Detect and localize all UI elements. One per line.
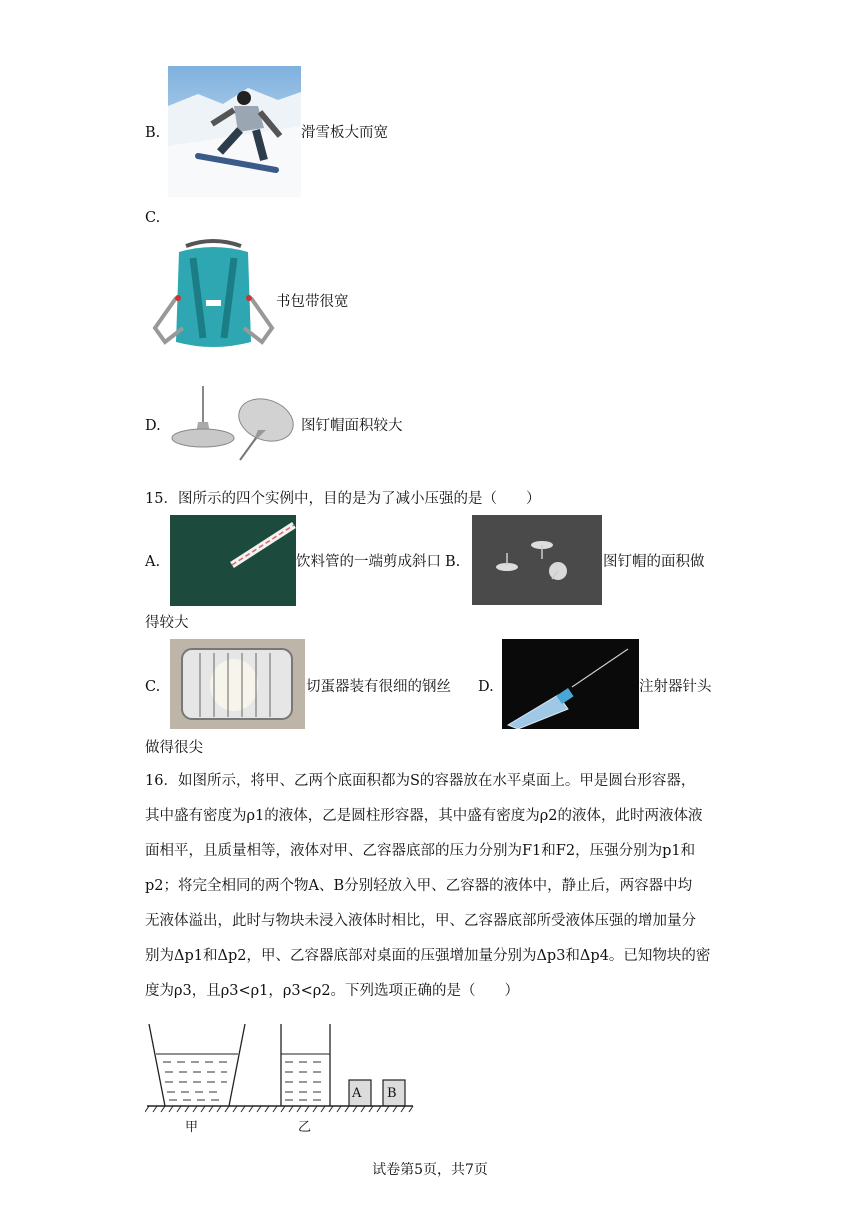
question-text: 图所示的四个实例中，目的是为了减小压强的是（ ） <box>177 491 541 507</box>
question-line: 无液体溢出，此时与物块未浸入液体时相比，甲、乙容器底部所受液体压强的增加量分 <box>145 913 696 929</box>
page-footer: 试卷第5页，共7页 <box>372 1162 488 1178</box>
question-line: 别为Δp1和Δp2，甲、乙容器底部对桌面的压强增加量分别为Δp3和Δp4。已知物块的密 <box>145 948 711 964</box>
option-caption: 书包带很宽 <box>276 294 349 310</box>
option-caption: 饮料管的一端剪成斜口 <box>296 554 441 570</box>
option-caption-cont: 得较大 <box>145 615 189 631</box>
question-number: 15． <box>145 491 178 507</box>
option-letter: B. <box>445 554 461 570</box>
containers-figure <box>145 1020 420 1140</box>
option-letter: C. <box>145 679 161 695</box>
straw-image <box>170 515 296 606</box>
option-letter: C. <box>145 210 161 226</box>
question-stem <box>145 489 540 509</box>
block-b-label: B <box>387 1086 397 1101</box>
label-yi: 乙 <box>298 1120 312 1135</box>
question-number: 16． <box>145 773 178 789</box>
option-letter: D. <box>145 418 161 434</box>
option-letter: A. <box>145 554 161 570</box>
syringe-image <box>502 639 639 729</box>
option-caption: 滑雪板大而宽 <box>301 125 388 141</box>
question-line: 其中盛有密度为ρ1的液体，乙是圆柱形容器，其中盛有密度为ρ2的液体，此时两液体液 <box>145 808 703 824</box>
snowboarder-image <box>168 66 301 197</box>
egg-slicer-image <box>170 639 305 729</box>
label-jia: 甲 <box>185 1120 199 1135</box>
option-caption: 图钉帽的面积做 <box>603 554 705 570</box>
option-caption: 图钉帽面积较大 <box>301 418 403 434</box>
block-a-label: A <box>352 1086 362 1101</box>
thumbtacks-image <box>170 382 300 462</box>
option-caption: 注射器针头 <box>639 679 712 695</box>
pushpins-image <box>472 515 602 605</box>
question-line <box>145 771 695 791</box>
question-line: p2；将完全相同的两个物A、B分别轻放入甲、乙容器的液体中，静止后，两容器中均 <box>145 878 693 894</box>
question-line: 面相平，且质量相等，液体对甲、乙容器底部的压力分别为F1和F2，压强分别为p1和 <box>145 843 696 859</box>
container-yi <box>281 1024 330 1106</box>
backpack-image <box>151 238 276 358</box>
container-jia <box>149 1024 245 1106</box>
option-caption-cont: 做得很尖 <box>145 740 203 756</box>
option-letter: B. <box>145 125 161 141</box>
option-caption: 切蛋器装有很细的钢丝 <box>306 679 451 695</box>
question-text: 如图所示，将甲、乙两个底面积都为S的容器放在水平桌面上。甲是圆台形容器， <box>177 773 696 789</box>
question-line: 度为ρ3，且ρ3<ρ1，ρ3<ρ2。下列选项正确的是（ ） <box>145 983 520 999</box>
option-letter: D. <box>478 679 494 695</box>
